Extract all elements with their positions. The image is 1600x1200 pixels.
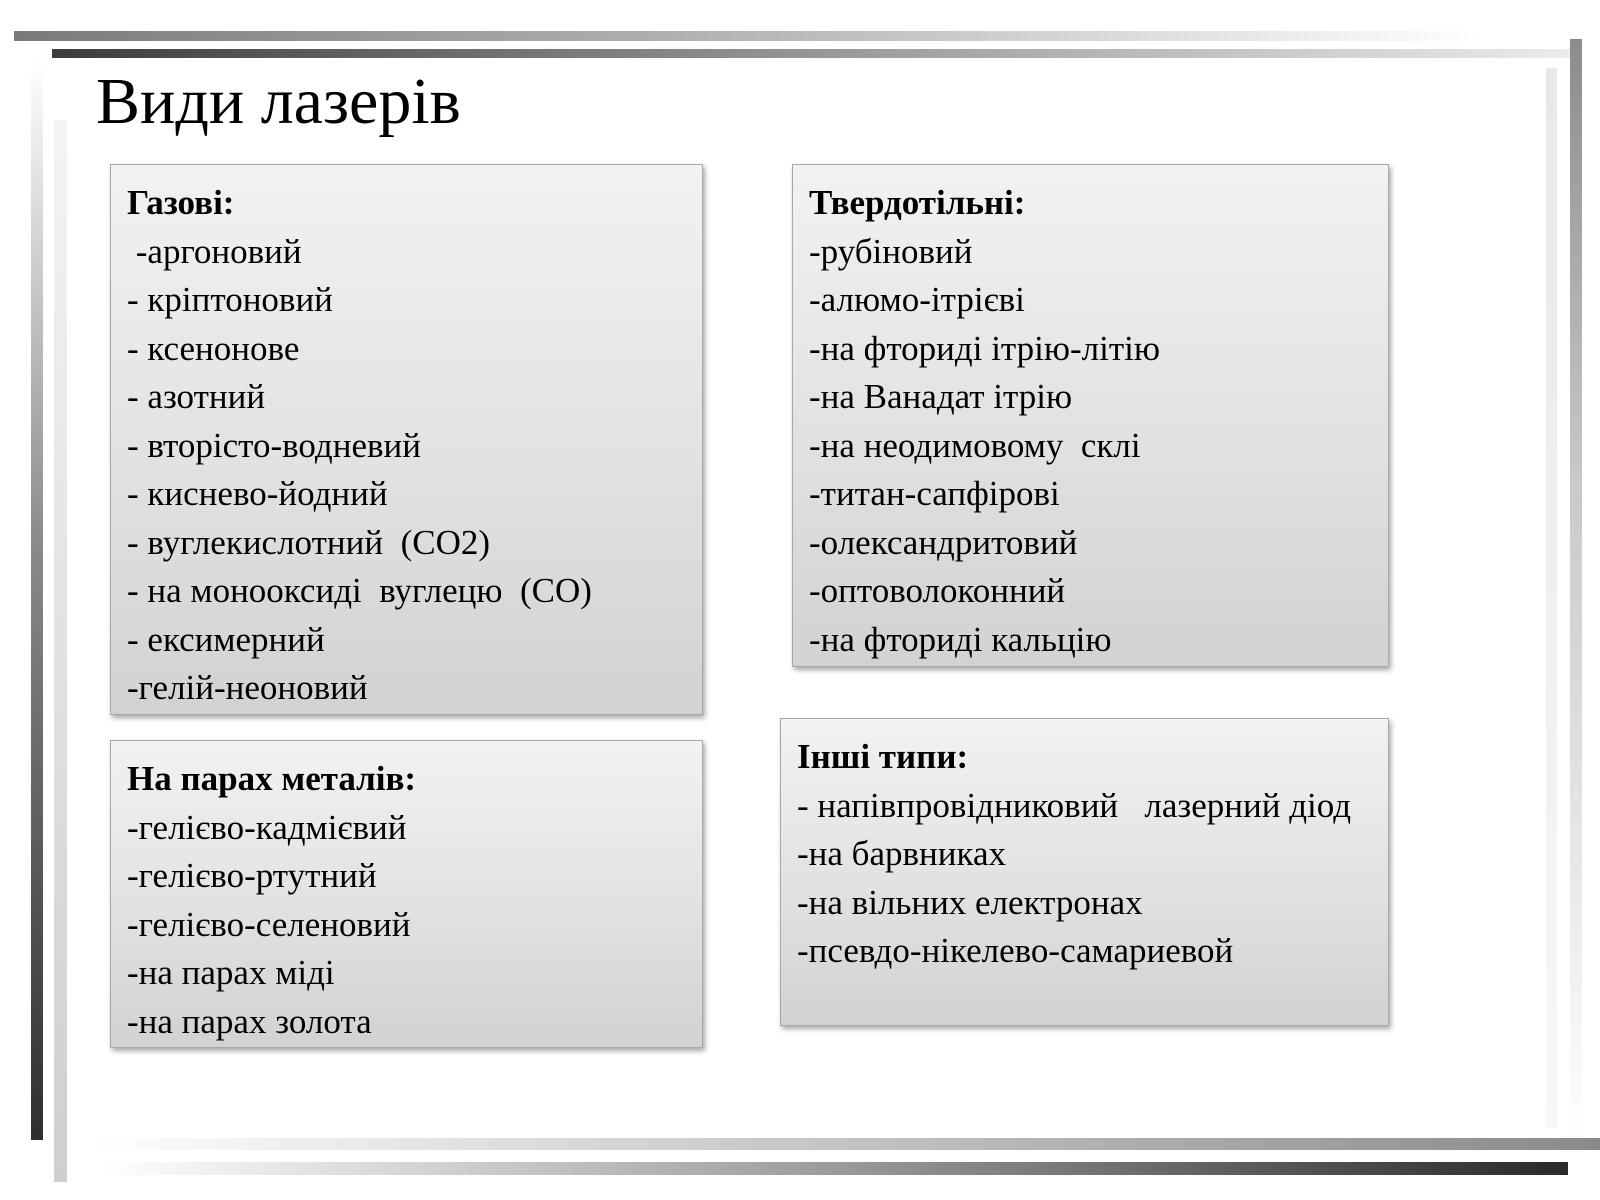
decorative-bar-bottom bbox=[88, 1138, 1600, 1150]
other-lasers-list bbox=[797, 782, 1372, 976]
list-item: -на парах міді bbox=[127, 953, 335, 992]
list-item: - ксенонове bbox=[127, 328, 300, 368]
list-item: -на неодимовому склі bbox=[809, 425, 1141, 465]
list-item: - киснево-йодний bbox=[127, 474, 388, 513]
decorative-bar-right bbox=[1570, 39, 1582, 1147]
list-item: -оптоволоконний bbox=[809, 571, 1066, 610]
list-item: -титан-сапфірові bbox=[809, 474, 1060, 513]
list-item: -гелієво-ртутний bbox=[127, 856, 377, 895]
list-item: - ексимерний bbox=[127, 619, 325, 659]
list-item: -на парах золота bbox=[127, 1001, 372, 1041]
list-item: -на вільних електронах bbox=[797, 882, 1143, 922]
list-item: -рубіновий bbox=[809, 231, 973, 271]
metal-vapor-lasers-heading: На парах металів: bbox=[127, 759, 417, 798]
other-lasers-heading: Інші типи: bbox=[797, 737, 969, 776]
decorative-bar-bottom-inner bbox=[100, 1162, 1568, 1175]
list-item: - вторісто-водневий bbox=[127, 425, 421, 465]
list-item: -гелієво-селеновий bbox=[127, 904, 411, 944]
list-item: -гелієво-кадмієвий bbox=[127, 807, 407, 847]
decorative-bar-left bbox=[31, 60, 43, 1140]
gas-lasers-box bbox=[110, 164, 703, 715]
list-item: -на фториді кальцію bbox=[809, 619, 1112, 659]
list-item: -аргоновий bbox=[127, 231, 302, 271]
list-item: - кріптоновий bbox=[127, 280, 333, 319]
gas-lasers-list bbox=[127, 228, 686, 713]
list-item: - азотний bbox=[127, 377, 266, 416]
list-item: -олександритовий bbox=[809, 522, 1078, 562]
solid-state-lasers-box bbox=[792, 164, 1389, 667]
list-item: -гелій-неоновий bbox=[127, 668, 368, 707]
list-item: - на монооксиді вуглецю (СО) bbox=[127, 571, 592, 610]
list-item: -на Ванадат ітрію bbox=[809, 377, 1073, 416]
decorative-bar-left-inner bbox=[54, 120, 67, 1182]
list-item: - вуглекислотний (СО2) bbox=[127, 522, 491, 562]
other-lasers-box bbox=[780, 718, 1389, 1026]
metal-vapor-lasers-box bbox=[110, 740, 703, 1048]
list-item: -алюмо-ітрієві bbox=[809, 280, 1025, 319]
gas-lasers-heading: Газові: bbox=[127, 183, 235, 222]
list-item: -на барвниках bbox=[797, 834, 1007, 873]
solid-state-lasers-list bbox=[809, 228, 1372, 665]
decorative-bar-top bbox=[14, 31, 1484, 41]
list-item: -на фториді ітрію-літію bbox=[809, 328, 1161, 368]
metal-vapor-lasers-list bbox=[127, 804, 686, 1047]
list-item: -псевдо-нікелево-самариевой bbox=[797, 931, 1234, 970]
solid-state-lasers-heading: Твердотільні: bbox=[809, 183, 1026, 222]
list-item: - напівпровідниковий лазерний діод bbox=[797, 785, 1352, 825]
decorative-bar-right-inner bbox=[1546, 68, 1557, 1128]
slide-title: Види лазерів bbox=[96, 65, 461, 138]
decorative-bar-top-inner bbox=[52, 49, 1582, 58]
